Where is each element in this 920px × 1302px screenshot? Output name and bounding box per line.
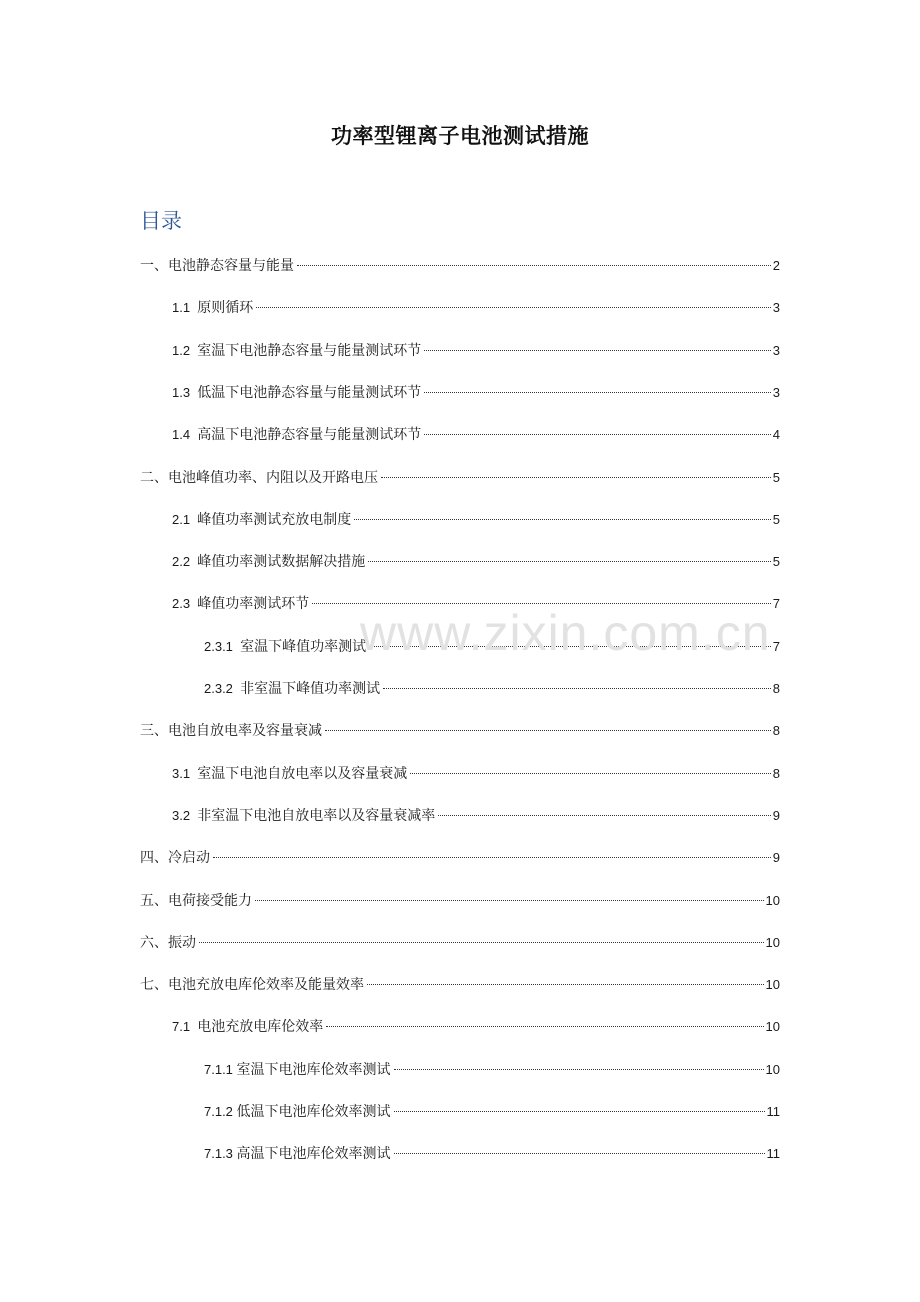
toc-dot-leader <box>354 519 770 520</box>
toc-entry-title: 低温下电池静态容量与能量测试环节 <box>197 384 422 401</box>
toc-entry-number: 7.1.2 <box>204 1104 237 1119</box>
toc-entry[interactable] <box>172 1015 780 1039</box>
toc-entry[interactable] <box>140 846 780 870</box>
toc-page-number: 10 <box>765 892 780 908</box>
toc-page-number: 3 <box>772 342 780 358</box>
toc-entry-title: 电池充放电库伦效率 <box>197 1019 324 1036</box>
toc-dot-leader <box>199 942 764 943</box>
toc-entry-title: 七、电池充放电库伦效率及能量效率 <box>140 977 364 994</box>
toc-page-number: 8 <box>772 681 780 696</box>
toc-heading: 目录 <box>140 209 182 233</box>
toc-entry-title: 五、电荷接受能力 <box>140 892 252 909</box>
toc-dot-leader <box>410 773 770 774</box>
toc-page-number: 3 <box>772 300 780 316</box>
toc-entry[interactable] <box>140 931 780 955</box>
toc-page-number: 9 <box>772 807 780 823</box>
toc-entry-title: 二、电池峰值功率、内阻以及开路电压 <box>140 469 378 486</box>
toc-page-number: 5 <box>772 554 780 570</box>
toc-entry-title: 一、电池静态容量与能量 <box>140 258 294 274</box>
toc-entry-number: 7.1 <box>172 1019 198 1035</box>
toc-entry[interactable] <box>204 1100 780 1124</box>
toc-dot-leader <box>326 1026 763 1027</box>
toc-entry-title: 峰值功率测试数据解决措施 <box>197 554 366 571</box>
toc-entry-title: 非室温下峰值功率测试 <box>240 681 381 697</box>
toc-entry[interactable] <box>172 339 780 363</box>
toc-entry[interactable] <box>172 381 780 405</box>
toc-entry-number: 2.3.1 <box>204 638 241 654</box>
toc-entry[interactable] <box>172 423 780 447</box>
toc-entry-title: 室温下电池自放电率以及容量衰减 <box>197 765 408 782</box>
toc-page-number: 11 <box>766 1146 780 1162</box>
toc-entry-number: 2.2 <box>172 554 198 570</box>
toc-entry[interactable] <box>140 719 780 743</box>
toc-entry[interactable] <box>140 889 780 913</box>
toc-page-number: 10 <box>765 977 780 993</box>
toc-page-number: 5 <box>772 511 780 527</box>
toc-entry[interactable] <box>140 466 780 490</box>
toc-dot-leader <box>424 350 770 351</box>
toc-dot-leader <box>394 1069 764 1070</box>
toc-dot-leader <box>383 688 771 689</box>
toc-dot-leader <box>255 900 764 901</box>
toc-page-number: 5 <box>772 469 780 485</box>
toc-entry-title: 六、振动 <box>140 934 196 951</box>
toc-dot-leader <box>325 730 771 731</box>
toc-entry[interactable] <box>172 592 780 616</box>
toc-entry-number: 2.3 <box>172 596 198 612</box>
toc-entry[interactable] <box>140 973 780 997</box>
toc-entry-number: 7.1.3 <box>204 1146 237 1162</box>
toc-entry-number: 2.1 <box>172 511 198 527</box>
toc-page-number: 9 <box>772 850 780 866</box>
toc-page-number: 10 <box>765 1019 780 1035</box>
toc-dot-leader <box>297 265 771 266</box>
toc-entry[interactable] <box>140 254 780 278</box>
toc-dot-leader <box>424 434 770 435</box>
toc-entry-title: 室温下电池静态容量与能量测试环节 <box>197 342 422 359</box>
toc-entry[interactable] <box>204 635 780 659</box>
toc-page-number: 2 <box>772 258 780 273</box>
toc-entry[interactable] <box>204 1142 780 1166</box>
toc-entry[interactable] <box>172 508 780 532</box>
toc-page-number: 8 <box>772 765 780 781</box>
toc-entry[interactable] <box>172 804 780 828</box>
toc-page-number: 3 <box>772 384 780 400</box>
toc-entry-title: 三、电池自放电率及容量衰减 <box>140 723 322 740</box>
toc-dot-leader <box>381 477 771 478</box>
toc-page-number: 8 <box>772 723 780 739</box>
toc-entry-title: 峰值功率测试环节 <box>197 596 310 613</box>
toc-entry[interactable] <box>172 296 780 320</box>
toc-entry-title: 低温下电池库伦效率测试 <box>236 1104 391 1120</box>
toc-entry-title: 室温下峰值功率测试 <box>240 638 367 655</box>
toc-dot-leader <box>369 646 771 647</box>
toc-dot-leader <box>312 603 770 604</box>
toc-dot-leader <box>367 984 764 985</box>
toc-entry-number: 7.1.1 <box>204 1061 237 1077</box>
toc-dot-leader <box>438 815 770 816</box>
toc-page-number: 4 <box>772 427 780 443</box>
toc-entry-number: 1.2 <box>172 342 198 358</box>
toc-entry-number: 3.2 <box>172 807 198 823</box>
toc-dot-leader <box>213 857 771 858</box>
toc-dot-leader <box>256 307 770 308</box>
toc-entry-title: 室温下电池库伦效率测试 <box>236 1061 391 1078</box>
document-title: 功率型锂离子电池测试措施 <box>331 124 589 148</box>
toc-entry-title: 高温下电池静态容量与能量测试环节 <box>197 427 422 444</box>
toc-entry[interactable] <box>204 1058 780 1082</box>
toc-entry-title: 峰值功率测试充放电制度 <box>197 511 352 528</box>
toc-entry[interactable] <box>204 677 780 701</box>
toc-page-number: 10 <box>765 934 780 950</box>
toc-page-number: 11 <box>766 1104 780 1119</box>
toc-entry-number: 1.3 <box>172 384 198 400</box>
toc-entry[interactable] <box>172 550 780 574</box>
toc-entry-number: 2.3.2 <box>204 681 241 696</box>
toc-page-number: 10 <box>765 1061 780 1077</box>
toc-dot-leader <box>394 1111 765 1112</box>
toc-entry[interactable] <box>172 762 780 786</box>
toc-entry-title: 非室温下电池自放电率以及容量衰减率 <box>197 807 436 824</box>
toc-entry-number: 1.4 <box>172 427 198 443</box>
toc-dot-leader <box>424 392 770 393</box>
toc-page-number: 7 <box>772 638 780 654</box>
toc-dot-leader <box>368 561 770 562</box>
toc-page-number: 7 <box>772 596 780 612</box>
toc-dot-leader <box>394 1153 765 1154</box>
toc-entry-title: 四、冷启动 <box>140 850 210 867</box>
toc-entry-number: 1.1 <box>172 300 198 316</box>
toc-entry-number: 3.1 <box>172 765 198 781</box>
watermark: www.zixin.com.cn <box>360 605 771 661</box>
toc-entry-title: 原则循环 <box>197 300 254 317</box>
toc-entry-title: 高温下电池库伦效率测试 <box>236 1146 391 1163</box>
